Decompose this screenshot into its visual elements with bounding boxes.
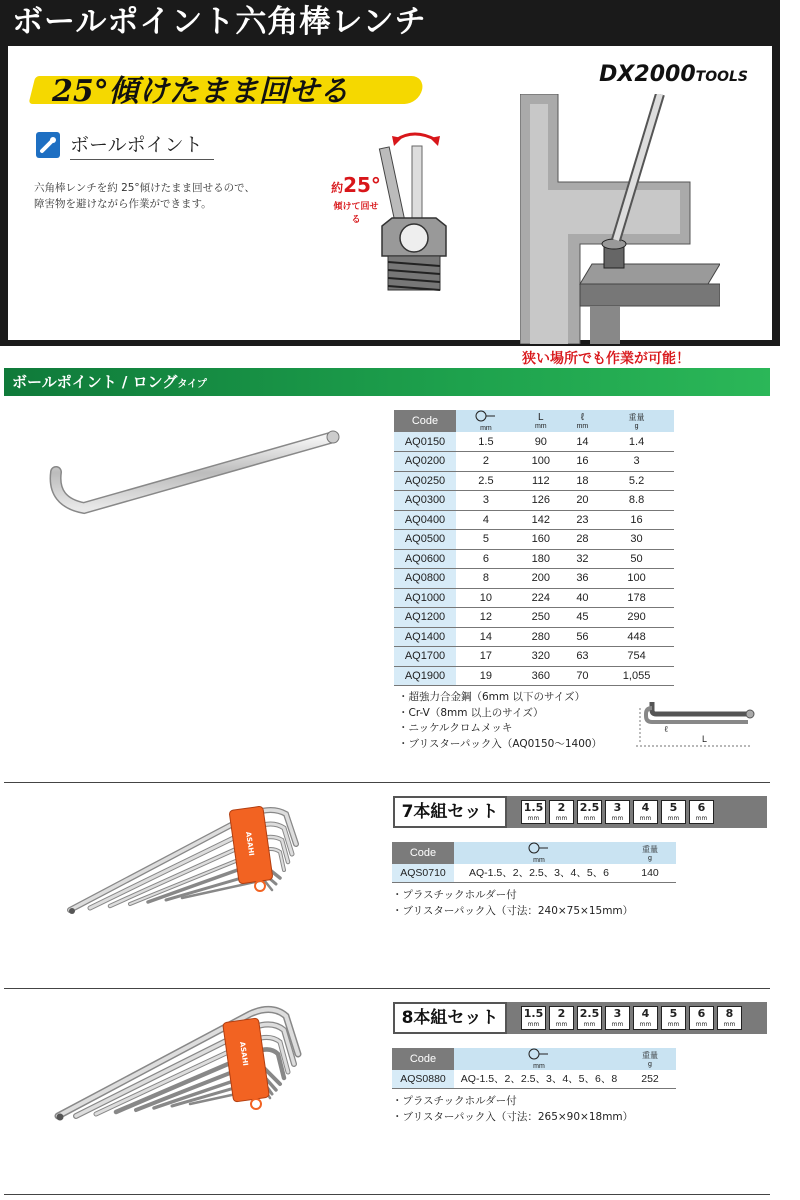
size-chip xyxy=(605,800,630,824)
size-cell: 12 xyxy=(456,608,516,628)
size-chip xyxy=(661,800,686,824)
chip-size: 3 xyxy=(613,1007,622,1020)
contents-header: mm xyxy=(454,1048,624,1070)
product-title: ボールポイント六角棒レンチ xyxy=(12,4,427,40)
section-divider xyxy=(4,988,770,989)
chip-size: 6 xyxy=(697,801,706,814)
chip-size: 8 xyxy=(725,1007,734,1020)
size-cell: 10 xyxy=(456,588,516,608)
chip-size: 5 xyxy=(669,1007,678,1020)
size-cell: 4 xyxy=(456,510,516,530)
weight-cell: 30 xyxy=(599,530,674,550)
chip-unit: mm xyxy=(527,1021,540,1028)
product-code: AQ0300 xyxy=(394,491,456,511)
note-line: ・ブリスターパック入（AQ0150～1400） xyxy=(398,737,603,750)
chip-unit: mm xyxy=(723,1021,736,1028)
chip-unit: mm xyxy=(667,1021,680,1028)
product-code: AQ1400 xyxy=(394,627,456,647)
table-row xyxy=(394,530,674,550)
table-row xyxy=(394,471,674,491)
weight-cell: 5.2 xyxy=(599,471,674,491)
set7-title: 7本組セット xyxy=(393,796,507,828)
note-line: ・Cr-V（8mm 以上のサイズ） xyxy=(398,706,544,719)
table-row xyxy=(394,627,674,647)
short-length-cell: 23 xyxy=(566,510,599,530)
table-row xyxy=(394,452,674,472)
length-cell: 224 xyxy=(516,588,566,608)
chip-size: 2.5 xyxy=(579,1007,600,1020)
note-line: ・ニッケルクロムメッキ xyxy=(398,722,513,734)
hex-size-icon xyxy=(475,410,497,422)
short-length-cell: 20 xyxy=(566,491,599,511)
weight-cell: 448 xyxy=(599,627,674,647)
chip-unit: mm xyxy=(639,1021,652,1028)
feature-desc-line: 障害物を避けながら作業ができます。 xyxy=(34,198,212,210)
size-chip xyxy=(521,800,546,824)
weight-cell: 100 xyxy=(599,569,674,589)
weight-header: 重量 g xyxy=(624,1048,676,1070)
length-cell: 126 xyxy=(516,491,566,511)
spec-table xyxy=(394,410,674,686)
product-code: AQ0150 xyxy=(394,432,456,452)
set7-table xyxy=(392,842,676,883)
length-cell: 320 xyxy=(516,647,566,667)
table-row xyxy=(394,666,674,686)
code-header: Code xyxy=(394,410,456,432)
long-length-label: L xyxy=(702,734,708,744)
section-title-main: ボールポイント / ロング xyxy=(12,373,178,391)
hero-banner xyxy=(0,0,780,367)
chip-unit: mm xyxy=(611,815,624,822)
size-cell: 17 xyxy=(456,647,516,667)
hex-size-icon xyxy=(528,842,550,854)
product-code: AQ1200 xyxy=(394,608,456,628)
length-header: L mm xyxy=(516,410,566,432)
table-row xyxy=(394,491,674,511)
ball-point-icon xyxy=(36,132,60,158)
length-cell: 90 xyxy=(516,432,566,452)
length-cell: 112 xyxy=(516,471,566,491)
length-cell: 100 xyxy=(516,452,566,472)
size-cell: 14 xyxy=(456,627,516,647)
short-length-cell: 18 xyxy=(566,471,599,491)
size-chip xyxy=(689,800,714,824)
section-divider xyxy=(4,1194,770,1195)
product-code: AQ0600 xyxy=(394,549,456,569)
product-code: AQ1700 xyxy=(394,647,456,667)
table-row xyxy=(392,864,676,882)
set8-table-header xyxy=(392,1048,676,1070)
size-chip xyxy=(549,1006,574,1030)
table-row xyxy=(394,569,674,589)
weight-header: 重量 g xyxy=(599,410,674,432)
length-cell: 180 xyxy=(516,549,566,569)
chip-unit: mm xyxy=(695,1021,708,1028)
weight-cell: 178 xyxy=(599,588,674,608)
chip-unit: mm xyxy=(555,815,568,822)
size-cell: 3 xyxy=(456,491,516,511)
short-length-cell: 45 xyxy=(566,608,599,628)
product-code: AQ1900 xyxy=(394,666,456,686)
short-length-cell: 63 xyxy=(566,647,599,667)
narrow-space-caption: 狭い場所でも作業が可能！ xyxy=(522,351,690,367)
slogan-banner xyxy=(32,64,432,110)
angle-prefix: 約 xyxy=(331,181,344,195)
dimension-diagram xyxy=(628,702,758,752)
set8-size-chips xyxy=(521,1006,742,1030)
short-length-cell: 36 xyxy=(566,569,599,589)
chip-size: 1.5 xyxy=(523,801,544,814)
table-row xyxy=(394,510,674,530)
short-length-cell: 70 xyxy=(566,666,599,686)
chip-unit: mm xyxy=(611,1021,624,1028)
short-length-cell: 40 xyxy=(566,588,599,608)
hex-size-icon xyxy=(528,1048,550,1060)
size-chip xyxy=(717,1006,742,1030)
feature-desc-line: 六角棒レンチを約 25°傾けたまま回せるので、 xyxy=(34,182,255,194)
section-title-suffix: タイプ xyxy=(177,379,207,390)
set7-table-header xyxy=(392,842,676,864)
table-row xyxy=(394,432,674,452)
section-divider xyxy=(4,782,770,783)
hero-panel xyxy=(8,46,772,367)
section-title xyxy=(12,368,207,399)
brand-sub: TOOLS xyxy=(695,69,748,85)
set-weight: 252 xyxy=(624,1070,676,1088)
short-length-cell: 56 xyxy=(566,627,599,647)
chip-unit: mm xyxy=(639,815,652,822)
set-contents: AQ-1.5、2、2.5、3、4、5、6 xyxy=(454,864,624,882)
set7-notes xyxy=(392,888,633,919)
code-header: Code xyxy=(392,1048,454,1070)
brand-logo xyxy=(599,62,748,87)
short-length-label: ℓ xyxy=(664,724,669,734)
holder-brand: ASAHI xyxy=(244,831,256,857)
size-chip xyxy=(577,800,602,824)
set-code: AQS0880 xyxy=(392,1070,454,1088)
chip-unit: mm xyxy=(695,815,708,822)
material-notes xyxy=(398,690,602,752)
note-line: ・ブリスターパック入（寸法：240×75×15mm） xyxy=(392,904,634,917)
set7-size-chips xyxy=(521,800,714,824)
long-ball-wrench-image xyxy=(48,430,348,520)
product-code: AQ0250 xyxy=(394,471,456,491)
product-code: AQ0200 xyxy=(394,452,456,472)
eight-piece-set-image xyxy=(50,1000,310,1130)
holder-brand: ASAHI xyxy=(238,1041,250,1067)
angle-value: 25° xyxy=(343,173,381,197)
size-chip xyxy=(521,1006,546,1030)
chip-unit: mm xyxy=(667,815,680,822)
length-cell: 360 xyxy=(516,666,566,686)
size-chip xyxy=(633,800,658,824)
short-length-cell: 14 xyxy=(566,432,599,452)
length-cell: 160 xyxy=(516,530,566,550)
size-cell: 1.5 xyxy=(456,432,516,452)
product-code: AQ0400 xyxy=(394,510,456,530)
product-code: AQ0500 xyxy=(394,530,456,550)
size-cell: 2.5 xyxy=(456,471,516,491)
set8-notes xyxy=(392,1094,633,1125)
contents-header: mm xyxy=(454,842,624,864)
set-contents: AQ-1.5、2、2.5、3、4、5、6、8 xyxy=(454,1070,624,1088)
size-cell: 2 xyxy=(456,452,516,472)
short-length-cell: 16 xyxy=(566,452,599,472)
brand-main: DX2000 xyxy=(599,62,696,87)
weight-cell: 1,055 xyxy=(599,666,674,686)
chip-size: 2 xyxy=(557,801,566,814)
code-header: Code xyxy=(392,842,454,864)
size-chip xyxy=(605,1006,630,1030)
size-cell: 19 xyxy=(456,666,516,686)
chip-size: 3 xyxy=(613,801,622,814)
slogan-text: 25°傾けたまま回せる xyxy=(52,74,349,109)
weight-cell: 3 xyxy=(599,452,674,472)
size-cell: 5 xyxy=(456,530,516,550)
section-header xyxy=(4,368,770,396)
weight-cell: 1.4 xyxy=(599,432,674,452)
chip-unit: mm xyxy=(583,815,596,822)
table-row xyxy=(394,549,674,569)
seven-piece-set-image xyxy=(62,800,322,920)
feature-title: ボールポイント xyxy=(70,130,214,160)
length-cell: 280 xyxy=(516,627,566,647)
size-chip xyxy=(577,1006,602,1030)
set7-header xyxy=(393,796,767,828)
chip-size: 2.5 xyxy=(579,801,600,814)
short-length-header: ℓ mm xyxy=(566,410,599,432)
tilted-wrench-illustration xyxy=(374,126,454,306)
size-chip xyxy=(689,1006,714,1030)
chip-size: 6 xyxy=(697,1007,706,1020)
size-chip xyxy=(549,800,574,824)
set-code: AQS0710 xyxy=(392,864,454,882)
chip-unit: mm xyxy=(527,815,540,822)
chip-unit: mm xyxy=(555,1021,568,1028)
chip-size: 1.5 xyxy=(523,1007,544,1020)
set8-header xyxy=(393,1002,767,1034)
table-row xyxy=(394,647,674,667)
weight-cell: 16 xyxy=(599,510,674,530)
note-line: ・プラスチックホルダー付 xyxy=(392,1095,517,1107)
weight-header: 重量 g xyxy=(624,842,676,864)
length-cell: 250 xyxy=(516,608,566,628)
weight-cell: 50 xyxy=(599,549,674,569)
length-cell: 142 xyxy=(516,510,566,530)
short-length-cell: 32 xyxy=(566,549,599,569)
table-row xyxy=(392,1070,676,1088)
narrow-space-illustration xyxy=(520,94,720,344)
note-line: ・超強力合金鋼（6mm 以下のサイズ） xyxy=(398,691,586,703)
chip-size: 4 xyxy=(641,801,650,814)
weight-cell: 754 xyxy=(599,647,674,667)
note-line: ・プラスチックホルダー付 xyxy=(392,889,517,901)
angle-label: 傾けて回せる xyxy=(333,202,379,225)
set8-table xyxy=(392,1048,676,1089)
chip-size: 4 xyxy=(641,1007,650,1020)
chip-unit: mm xyxy=(583,1021,596,1028)
product-code: AQ1000 xyxy=(394,588,456,608)
weight-cell: 8.8 xyxy=(599,491,674,511)
chip-size: 5 xyxy=(669,801,678,814)
size-chip xyxy=(633,1006,658,1030)
short-length-cell: 28 xyxy=(566,530,599,550)
size-header: mm xyxy=(456,410,516,432)
length-cell: 200 xyxy=(516,569,566,589)
table-row xyxy=(394,608,674,628)
table-row xyxy=(394,588,674,608)
chip-size: 2 xyxy=(557,1007,566,1020)
feature-description xyxy=(34,180,294,212)
weight-cell: 290 xyxy=(599,608,674,628)
size-chip xyxy=(661,1006,686,1030)
note-line: ・ブリスターパック入（寸法：265×90×18mm） xyxy=(392,1110,634,1123)
size-cell: 6 xyxy=(456,549,516,569)
product-code: AQ0800 xyxy=(394,569,456,589)
set-weight: 140 xyxy=(624,864,676,882)
size-cell: 8 xyxy=(456,569,516,589)
set8-title: 8本組セット xyxy=(393,1002,507,1034)
spec-table-header xyxy=(394,410,674,432)
